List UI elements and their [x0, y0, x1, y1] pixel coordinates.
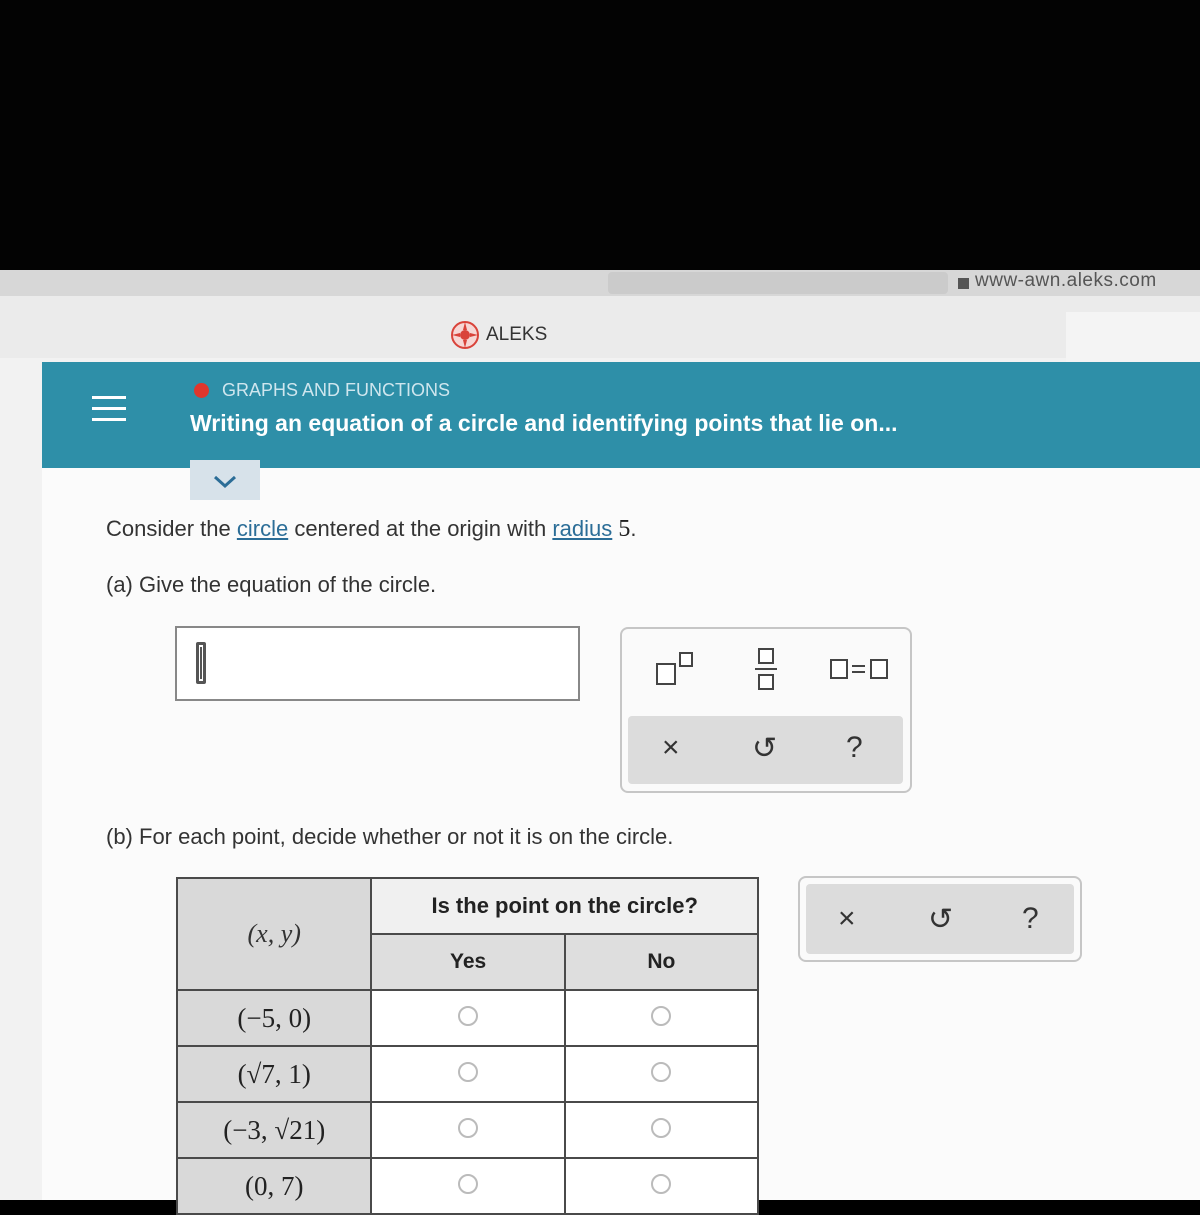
lock-icon	[958, 278, 969, 289]
help-button[interactable]: ?	[846, 731, 863, 764]
table-row	[177, 1158, 758, 1214]
table-row	[177, 1046, 758, 1102]
no-radio[interactable]	[651, 1062, 671, 1082]
table-row	[177, 1102, 758, 1158]
radius-link[interactable]: radius	[552, 516, 613, 541]
no-radio[interactable]	[651, 1006, 671, 1026]
exponent-icon[interactable]	[654, 650, 696, 688]
point-cell: (−3, √21)	[177, 1102, 371, 1158]
yes-column-header: Yes	[371, 934, 564, 990]
point-column-header: (x, y)	[177, 878, 371, 990]
no-radio[interactable]	[651, 1174, 671, 1194]
clear-button[interactable]: ×	[662, 731, 680, 764]
question-text: Consider the circle centered at the origin with radius 5.	[106, 516, 637, 542]
fraction-icon[interactable]	[752, 646, 780, 694]
left-gutter	[0, 358, 42, 1200]
radius-value: 5	[618, 516, 631, 542]
part-a-label: (a) Give the equation of the circle.	[106, 572, 437, 597]
clear-button[interactable]: ×	[838, 902, 856, 935]
on-circle-header: Is the point on the circle?	[371, 878, 758, 934]
yes-radio[interactable]	[458, 1006, 478, 1026]
chevron-down-icon	[190, 460, 260, 500]
expand-toggle[interactable]	[190, 460, 260, 500]
points-table	[176, 877, 759, 1215]
undo-button[interactable]: ↺	[928, 903, 954, 936]
aleks-logo-icon	[450, 320, 480, 350]
part-b-label: (b) For each point, decide whether or not it is on the circle.	[106, 824, 674, 849]
page-title: Writing an equation of a circle and identifying points that lie on...	[190, 410, 898, 436]
table-row	[177, 990, 758, 1046]
point-cell: (√7, 1)	[177, 1046, 371, 1102]
equation-icon[interactable]	[828, 656, 890, 682]
menu-icon[interactable]	[92, 396, 126, 422]
equation-input[interactable]	[175, 626, 580, 701]
help-button[interactable]: ?	[1022, 902, 1039, 935]
no-radio[interactable]	[651, 1118, 671, 1138]
cursor-icon	[196, 642, 206, 684]
point-cell: (−5, 0)	[177, 990, 371, 1046]
window-titlebar	[0, 296, 1200, 358]
yes-radio[interactable]	[458, 1118, 478, 1138]
monitor-bezel	[0, 0, 1200, 282]
point-cell: (0, 7)	[177, 1158, 371, 1214]
circle-link[interactable]: circle	[236, 516, 289, 541]
undo-button[interactable]: ↺	[752, 732, 778, 765]
yes-radio[interactable]	[458, 1174, 478, 1194]
yes-radio[interactable]	[458, 1062, 478, 1082]
browser-tab[interactable]	[608, 272, 948, 294]
status-dot-icon	[194, 383, 209, 398]
address-bar[interactable]: www-awn.aleks.com	[975, 270, 1157, 291]
no-column-header: No	[565, 934, 758, 990]
topic-label: GRAPHS AND FUNCTIONS	[222, 380, 451, 400]
app-title: ALEKS	[486, 324, 548, 345]
titlebar-panel	[1066, 312, 1200, 364]
